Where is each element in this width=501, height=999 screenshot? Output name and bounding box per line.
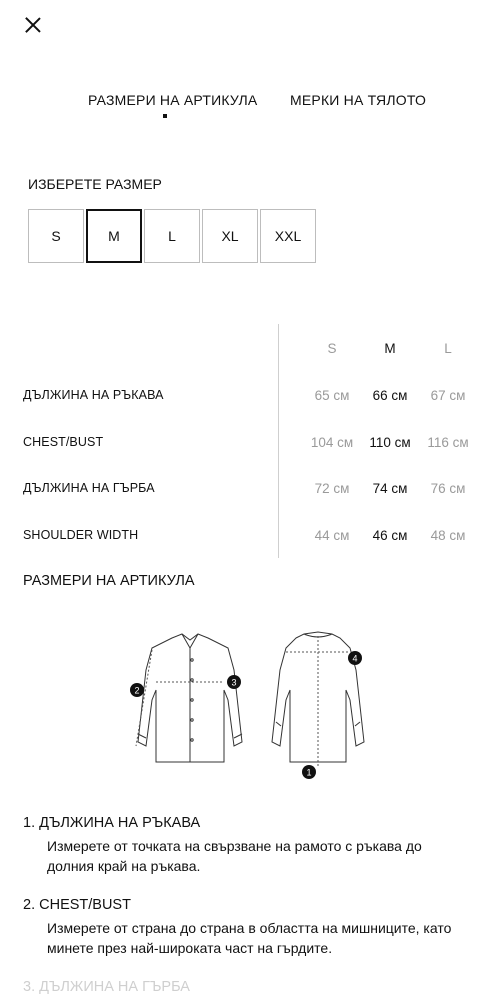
marker-label: 3: [231, 677, 237, 688]
size-button-l[interactable]: L: [144, 209, 200, 263]
shirt-front-icon: [138, 634, 242, 762]
size-button-xxl[interactable]: XXL: [260, 209, 316, 263]
description-line: долния край на ръкава.: [47, 858, 201, 874]
description-title-3: [23, 978, 493, 999]
marker-3-icon: [227, 675, 241, 689]
close-icon[interactable]: [22, 14, 44, 36]
table-cell: 76 см: [430, 481, 466, 496]
row-label-shoulder-width: SHOULDER WIDTH: [23, 528, 139, 542]
size-selector: [28, 209, 316, 263]
tab-item-measurements[interactable]: РАЗМЕРИ НА АРТИКУЛА: [88, 92, 258, 108]
table-cell: 65 см: [314, 388, 350, 403]
table-cell: 66 см: [372, 388, 408, 403]
marker-label: 1: [306, 767, 312, 778]
size-button-m[interactable]: M: [86, 209, 142, 263]
row-label-sleeve-length: ДЪЛЖИНА НА РЪКАВА: [23, 388, 164, 402]
description-line: Измерете от точката на свързване на рамото с ръкава до: [47, 838, 422, 854]
description-text-1: [47, 836, 457, 876]
row-label-back-length: ДЪЛЖИНА НА ГЪРБА: [23, 481, 155, 495]
description-line: минете през най-широката част на гърдите.: [47, 940, 333, 956]
table-cell: 44 см: [314, 528, 350, 543]
active-tab-indicator: [163, 114, 167, 118]
table-cell: 110 см: [369, 435, 411, 450]
description-title-3-text: 3. ДЪЛЖИНА НА ГЪРБА: [23, 979, 190, 995]
table-divider: [278, 324, 279, 558]
description-title-1: 1. ДЪЛЖИНА НА РЪКАВА: [23, 815, 201, 831]
table-cell: 104 см: [310, 435, 354, 450]
marker-2-icon: [130, 683, 144, 697]
column-header-m: M: [384, 341, 396, 356]
marker-label: 2: [134, 685, 140, 696]
size-button-xl[interactable]: XL: [202, 209, 258, 263]
size-selector-title: ИЗБЕРЕТЕ РАЗМЕР: [28, 176, 162, 192]
marker-label: 4: [352, 653, 358, 664]
table-cell: 72 см: [314, 481, 350, 496]
marker-4-icon: [348, 651, 362, 665]
table-cell: 116 см: [427, 435, 469, 450]
marker-1-icon: [302, 765, 316, 779]
column-header-l: L: [444, 341, 452, 356]
column-header-s: S: [327, 341, 337, 356]
section-title: РАЗМЕРИ НА АРТИКУЛА: [23, 573, 195, 589]
row-label-chest: CHEST/BUST: [23, 435, 104, 449]
description-text-2: [47, 918, 457, 958]
table-cell: 46 см: [372, 528, 408, 543]
description-title-2: 2. CHEST/BUST: [23, 897, 131, 913]
shirt-measurement-diagram: [126, 630, 376, 785]
size-button-s[interactable]: S: [28, 209, 84, 263]
table-cell: 67 см: [430, 388, 466, 403]
table-cell: 48 см: [430, 528, 466, 543]
table-cell: 74 см: [372, 481, 408, 496]
description-line: Измерете от страна до страна в областта на мишниците, като: [47, 920, 452, 936]
tab-body-measurements[interactable]: МЕРКИ НА ТЯЛОТО: [290, 92, 427, 108]
